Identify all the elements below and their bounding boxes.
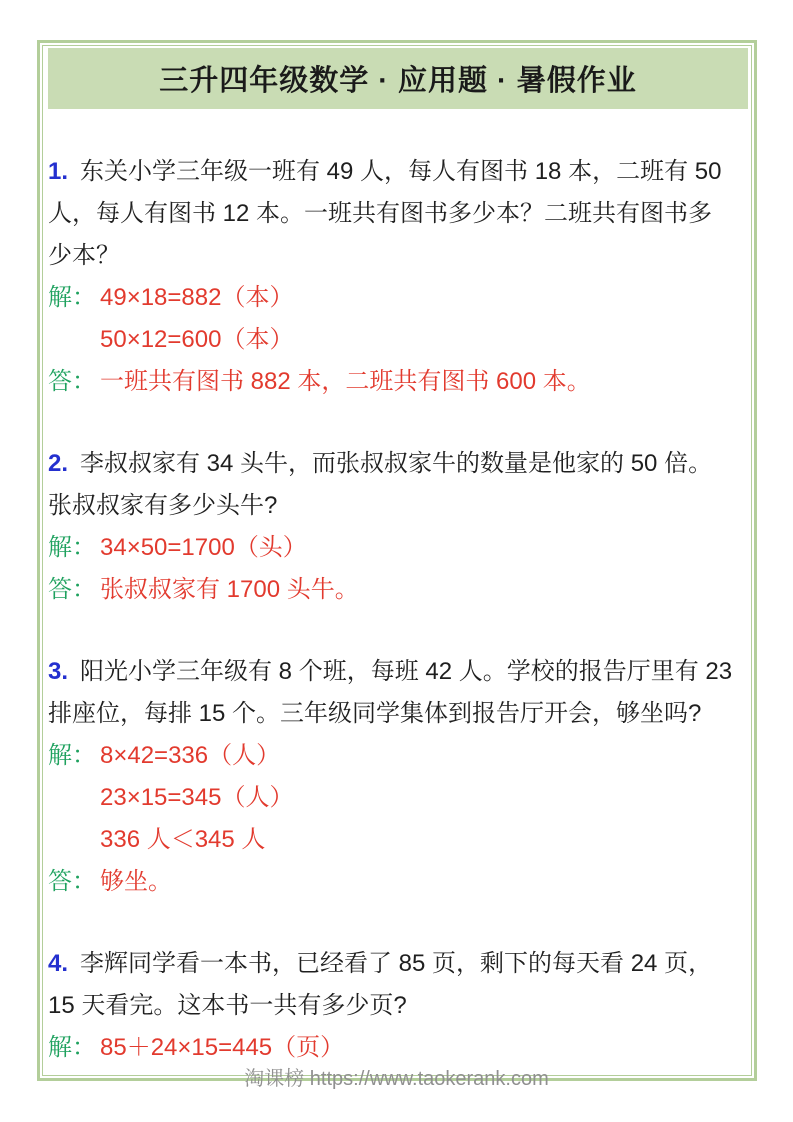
problem: [48, 151, 748, 403]
question-line: 少本？: [48, 242, 120, 269]
question-line: 张叔叔家有多少头牛?: [48, 492, 278, 519]
solution-line: 49×18=882（本）: [100, 284, 294, 311]
solution-label: 解：: [48, 742, 96, 769]
problem-number: 1.: [48, 158, 69, 185]
question-line: 3. 阳光小学三年级有 8 个班，每班 42 人。学校的报告厅里有 23: [48, 658, 733, 685]
solution-line: 8×42=336（人）: [100, 742, 281, 769]
question-line: 人，每人有图书 12 本。一班共有图书多少本？二班共有图书多: [48, 200, 713, 227]
problem-list: [48, 151, 748, 1069]
problem-question: [48, 443, 748, 527]
answer-label: 答：: [48, 368, 96, 395]
problem-answer: [48, 861, 748, 903]
problem: [48, 443, 748, 611]
solution-lines: [100, 1027, 748, 1069]
question-line: 4. 李辉同学看一本书，已经看了 85 页，剩下的每天看 24 页，: [48, 950, 713, 977]
answer-text: 够坐。: [100, 868, 172, 895]
problem-solution: [48, 277, 748, 361]
problem-number: 2.: [48, 450, 69, 477]
problem-number: 3.: [48, 658, 69, 685]
worksheet-title-bar: [48, 48, 748, 109]
solution-lines: [100, 277, 748, 361]
problem: [48, 651, 748, 903]
problem-question: [48, 943, 748, 1027]
problem-question: [48, 151, 748, 277]
solution-line: 85＋24×15=445（页）: [100, 1034, 345, 1061]
solution-lines: [100, 527, 748, 569]
solution-label: 解：: [48, 534, 96, 561]
problem-solution: [48, 527, 748, 569]
solution-label: 解：: [48, 284, 96, 311]
page-title: 三升四年级数学 · 应用题 · 暑假作业: [159, 65, 637, 97]
problem-solution: [48, 1027, 748, 1069]
problem-question: [48, 651, 748, 735]
problem: [48, 943, 748, 1069]
question-line: 2. 李叔叔家有 34 头牛，而张叔叔家牛的数量是他家的 50 倍。: [48, 450, 713, 477]
solution-line: 34×50=1700（头）: [100, 534, 307, 561]
watermark: [0, 1066, 793, 1092]
answer-text: 张叔叔家有 1700 头牛。: [100, 576, 359, 603]
solution-lines: [100, 735, 748, 861]
problem-answer: [48, 569, 748, 611]
solution-label: 解：: [48, 1034, 96, 1061]
problem-number: 4.: [48, 950, 69, 977]
question-line: 排座位，每排 15 个。三年级同学集体到报告厅开会，够坐吗?: [48, 700, 702, 727]
problem-answer: [48, 361, 748, 403]
answer-text: 一班共有图书 882 本，二班共有图书 600 本。: [100, 368, 591, 395]
solution-line: 336 人＜345 人: [100, 826, 266, 853]
question-line: 1. 东关小学三年级一班有 49 人，每人有图书 18 本，二班有 50: [48, 158, 722, 185]
question-line: 15 天看完。这本书一共有多少页?: [48, 992, 407, 1019]
solution-line: 50×12=600（本）: [100, 326, 294, 353]
worksheet-content: [48, 48, 748, 1069]
solution-line: 23×15=345（人）: [100, 784, 294, 811]
watermark-text: 淘课榜 https://www.taokerank.com: [244, 1068, 549, 1090]
answer-label: 答：: [48, 576, 96, 603]
problem-solution: [48, 735, 748, 861]
answer-label: 答：: [48, 868, 96, 895]
